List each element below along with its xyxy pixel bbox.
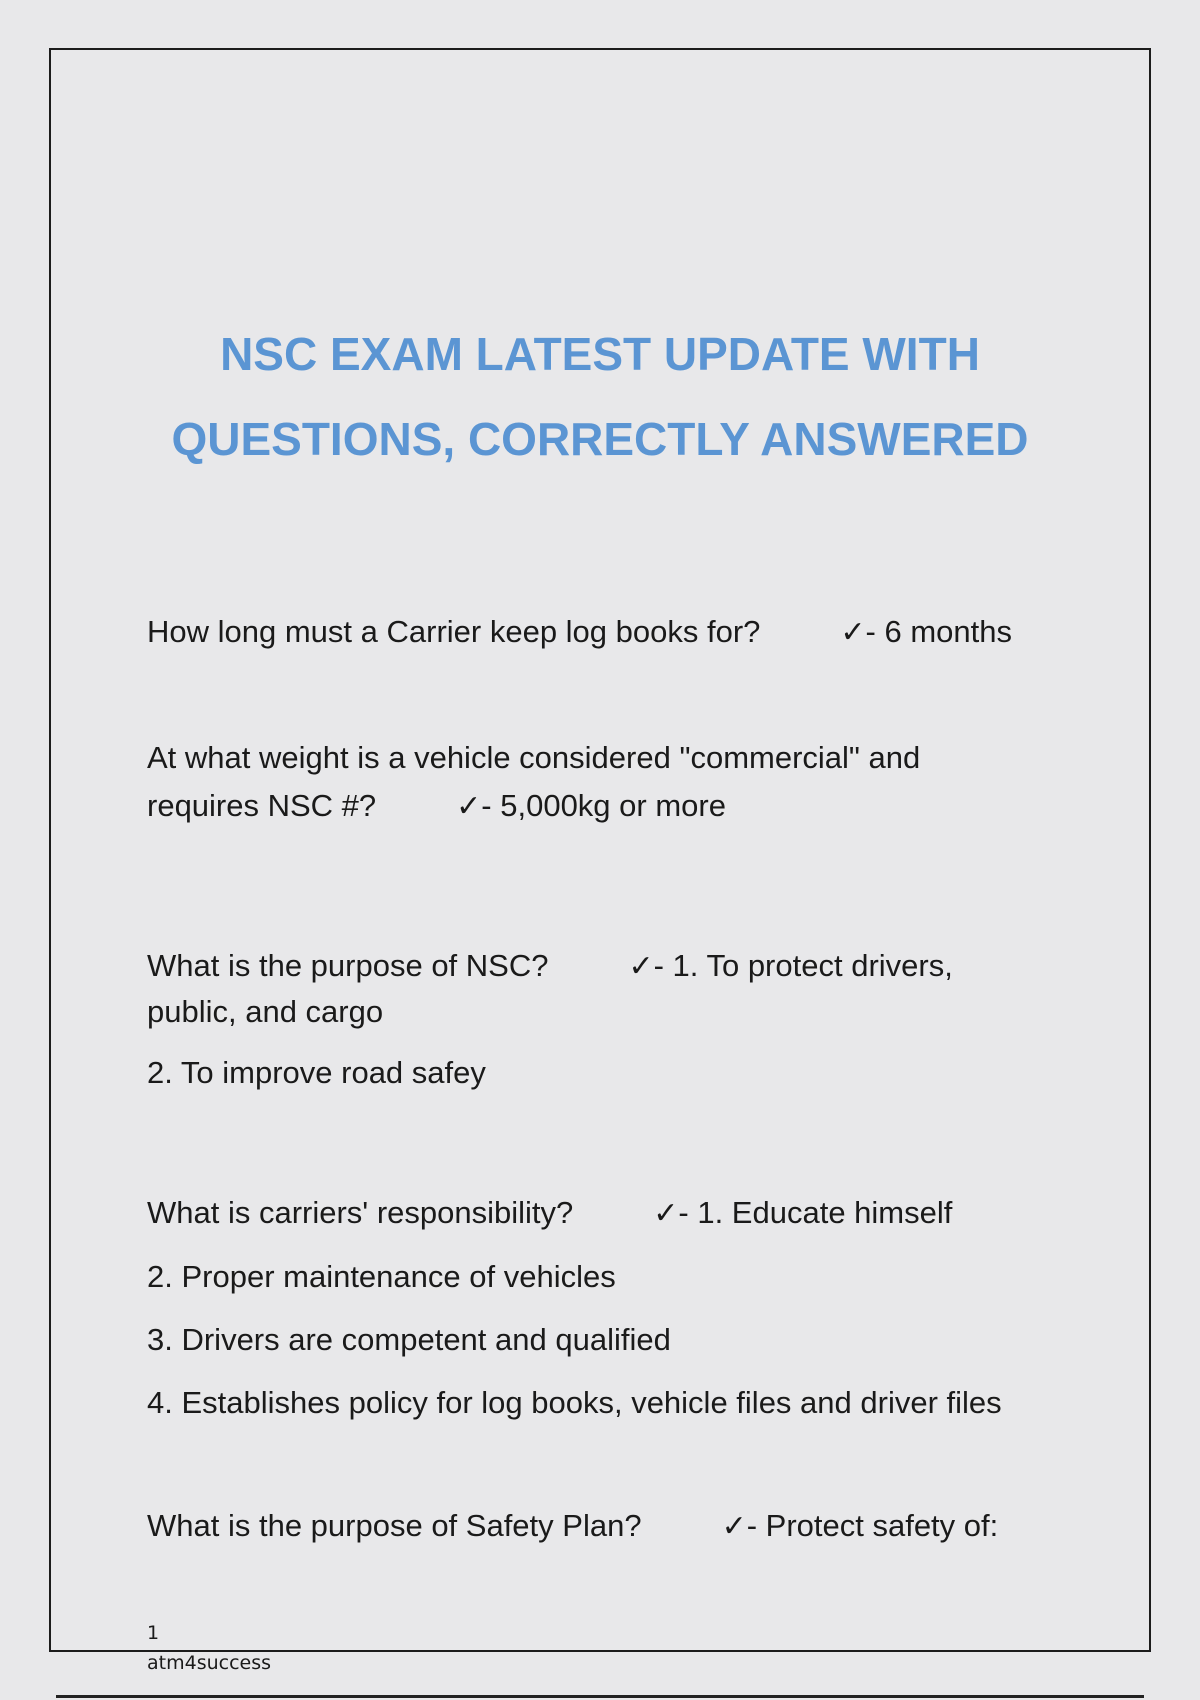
- answer-1: - 6 months: [865, 614, 1012, 649]
- answer-3-continued: public, and cargo: [147, 994, 384, 1029]
- check-icon: ✓: [628, 949, 654, 984]
- answer-5: - Protect safety of:: [746, 1508, 999, 1543]
- page-footer: [147, 1618, 271, 1678]
- answer-4-item-2: 2. Proper maintenance of vehicles: [147, 1259, 616, 1294]
- check-icon: ✓: [456, 789, 482, 824]
- question-2-line-1: At what weight is a vehicle considered "commercial" and: [147, 740, 921, 775]
- check-icon: ✓: [840, 615, 866, 650]
- answer-4: - 1. Educate himself: [678, 1195, 953, 1230]
- title-line-2: QUESTIONS, CORRECTLY ANSWERED: [171, 413, 1029, 465]
- question-4: What is carriers' responsibility?: [147, 1195, 574, 1230]
- question-2-line-2: requires NSC #?: [147, 788, 377, 823]
- qa-item-5: [147, 1502, 1097, 1551]
- document-title: [51, 312, 1149, 482]
- answer-4-item-4: 4. Establishes policy for log books, vehicle files and driver files: [147, 1385, 1002, 1420]
- qa-item-3: [147, 943, 1097, 1095]
- answer-4-item-3: 3. Drivers are competent and qualified: [147, 1322, 671, 1357]
- check-icon: ✓: [653, 1196, 679, 1231]
- answer-2: - 5,000kg or more: [481, 788, 726, 823]
- next-page-edge: [56, 1695, 1144, 1698]
- answer-3-item-2: 2. To improve road safey: [147, 1055, 486, 1090]
- question-5: What is the purpose of Safety Plan?: [147, 1508, 642, 1543]
- qa-item-2: [147, 734, 1097, 831]
- question-1: How long must a Carrier keep log books for?: [147, 614, 761, 649]
- qa-item-4: [147, 1181, 1097, 1434]
- check-icon: ✓: [721, 1509, 747, 1544]
- answer-3: - 1. To protect drivers,: [653, 948, 953, 983]
- qa-item-1: [147, 608, 1097, 657]
- footer-author: atm4success: [147, 1652, 272, 1674]
- title-line-1: NSC EXAM LATEST UPDATE WITH: [220, 328, 980, 380]
- document-page: [49, 48, 1151, 1674]
- question-3: What is the purpose of NSC?: [147, 948, 549, 983]
- page-number: 1: [147, 1622, 160, 1644]
